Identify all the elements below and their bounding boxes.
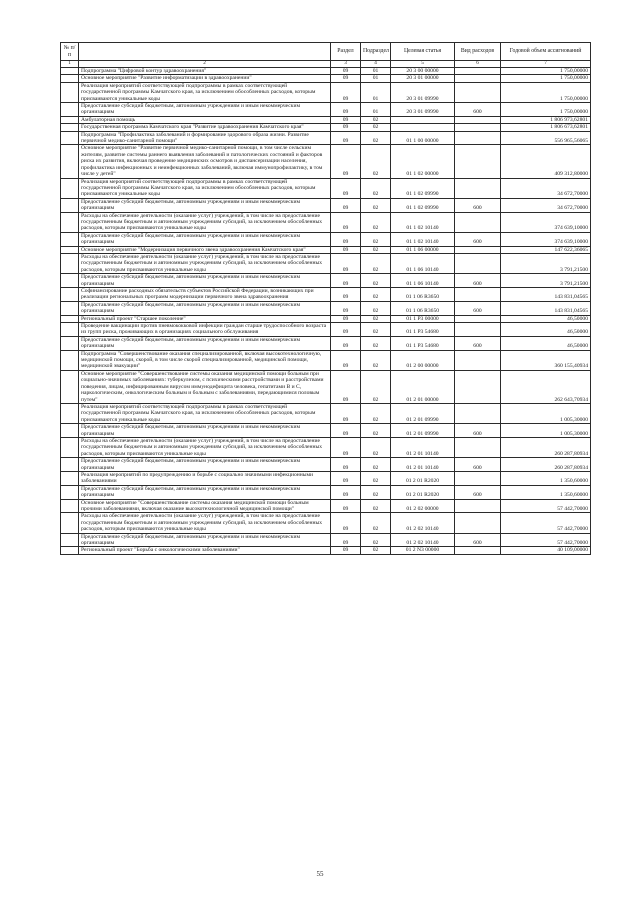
- tselevaya-cell: 01 1 02 09990: [391, 178, 455, 198]
- amount-cell: 556 965,56065: [501, 131, 591, 145]
- razdel-cell: 09: [331, 301, 361, 315]
- razdel-cell: 09: [331, 458, 361, 472]
- razdel-cell: 09: [331, 178, 361, 198]
- razdel-cell: 09: [331, 82, 361, 102]
- tselevaya-cell: 01 2 01 10140: [391, 437, 455, 457]
- tselevaya-cell: 01 1 P3 54680: [391, 323, 455, 337]
- budget-table: [60, 42, 591, 555]
- table-row: [61, 212, 591, 232]
- table-row: [61, 350, 591, 370]
- row-number-cell: [61, 124, 79, 131]
- amount-cell: 1 750,00000: [501, 82, 591, 102]
- podrazdel-cell: 02: [361, 232, 391, 246]
- row-number-cell: [61, 336, 79, 350]
- amount-cell: 1 750,00000: [501, 103, 591, 117]
- table-row: [61, 315, 591, 322]
- expense-name-cell: Предоставление субсидий бюджетным, автономным учреждениям и иным некоммерческим организациям: [79, 485, 331, 499]
- amount-cell: 3 791,21500: [501, 253, 591, 273]
- table-row: [61, 424, 591, 438]
- expense-name-cell: Реализация мероприятий соответствующей подпрограммы в рамках соответствующей государственной программы Камчатского края, за исключением обособленных расходов, которым присваиваются уникальные коды: [79, 403, 331, 423]
- row-number-cell: [61, 370, 79, 403]
- header-podrazdel: Подраздел: [361, 43, 391, 61]
- vid-rashodov-cell: [455, 547, 501, 554]
- column-number: 3: [331, 61, 361, 68]
- table-row: [61, 403, 591, 423]
- vid-rashodov-cell: 600: [455, 336, 501, 350]
- vid-rashodov-cell: 600: [455, 103, 501, 117]
- table-row: [61, 485, 591, 499]
- podrazdel-cell: 02: [361, 437, 391, 457]
- expense-name-cell: Расходы на обеспечение деятельности (оказание услуг) учреждений, в том числе на предоставление государственным бюджетным и автономным учреждениям субсидий, за исключением обособленных расходов, которым присваиваются уникальные коды: [79, 437, 331, 457]
- vid-rashodov-cell: [455, 68, 501, 75]
- expense-name-cell: Региональный проект "Старшее поколение": [79, 315, 331, 322]
- expense-name-cell: Предоставление субсидий бюджетным, автономным учреждениям и иным некоммерческим организациям: [79, 232, 331, 246]
- vid-rashodov-cell: [455, 82, 501, 102]
- vid-rashodov-cell: [455, 253, 501, 273]
- tselevaya-cell: 01 2 02 10140: [391, 513, 455, 533]
- expense-name-cell: Подпрограмма "Совершенствование оказания специализированной, включая высокотехнологичную, медицинской помощи, скорой, в том числе скорой специализированной, медицинской помощи, медицинской эвакуации": [79, 350, 331, 370]
- expense-name-cell: Основное мероприятие "Совершенствование системы оказания медицинской помощи больным при социально-значимых заболеваниях: туберкулезом, с психическими расстройствами и расстройствами поведения, лицам, инфицированным вирусом иммунодефицита человека, гепатитами В и С, наркологическим, онкологическим больным и больным с заболеваниями, передающимися половым путем": [79, 370, 331, 403]
- tselevaya-cell: 01 2 N3 00000: [391, 547, 455, 554]
- amount-cell: 262 643,70934: [501, 370, 591, 403]
- table-row: [61, 75, 591, 82]
- table-row: [61, 471, 591, 485]
- amount-cell: 1 750,00000: [501, 68, 591, 75]
- expense-name-cell: Предоставление субсидий бюджетным, автономным учреждениям и иным некоммерческим организациям: [79, 301, 331, 315]
- amount-cell: 1 806 673,62801: [501, 124, 591, 131]
- vid-rashodov-cell: [455, 212, 501, 232]
- tselevaya-cell: 01 2 01 R2020: [391, 471, 455, 485]
- tselevaya-cell: 01 1 06 R3650: [391, 301, 455, 315]
- tselevaya-cell: 01 1 06 00000: [391, 246, 455, 253]
- tselevaya-cell: 01 2 01 R2020: [391, 485, 455, 499]
- header-razdel: Раздел: [331, 43, 361, 61]
- table-row: [61, 274, 591, 288]
- razdel-cell: 09: [331, 370, 361, 403]
- vid-rashodov-cell: [455, 315, 501, 322]
- razdel-cell: 09: [331, 198, 361, 212]
- podrazdel-cell: 02: [361, 198, 391, 212]
- column-number: 6: [455, 61, 501, 68]
- tselevaya-cell: 01 2 02 00000: [391, 499, 455, 513]
- amount-cell: 1 350,60000: [501, 485, 591, 499]
- table-row: [61, 301, 591, 315]
- vid-rashodov-cell: 600: [455, 274, 501, 288]
- razdel-cell: 09: [331, 274, 361, 288]
- podrazdel-cell: 02: [361, 116, 391, 123]
- vid-rashodov-cell: 600: [455, 232, 501, 246]
- expense-name-cell: Реализация мероприятий по предупреждению и борьбе с социально значимыми инфекционными заболеваниями: [79, 471, 331, 485]
- amount-cell: 409 312,80000: [501, 145, 591, 178]
- amount-cell: 374 639,10000: [501, 232, 591, 246]
- amount-cell: 147 622,36065: [501, 246, 591, 253]
- table-row: [61, 116, 591, 123]
- podrazdel-cell: 02: [361, 246, 391, 253]
- expense-name-cell: Предоставление субсидий бюджетным, автономным учреждениям и иным некоммерческим организациям: [79, 198, 331, 212]
- tselevaya-cell: 01 1 02 09990: [391, 198, 455, 212]
- expense-name-cell: Реализация мероприятий соответствующей подпрограммы в рамках соответствующей государственной программы Камчатского края, за исключением обособленных расходов, которым присваиваются уникальные коды: [79, 82, 331, 102]
- table-row: [61, 103, 591, 117]
- tselevaya-cell: 01 1 P3 54680: [391, 336, 455, 350]
- podrazdel-cell: 02: [361, 547, 391, 554]
- razdel-cell: 09: [331, 471, 361, 485]
- amount-cell: 40 109,00000: [501, 547, 591, 554]
- podrazdel-cell: 01: [361, 75, 391, 82]
- vid-rashodov-cell: 600: [455, 533, 501, 547]
- table-row: [61, 499, 591, 513]
- razdel-cell: 09: [331, 124, 361, 131]
- expense-name-cell: Предоставление субсидий бюджетным, автономным учреждениям и иным некоммерческим организациям: [79, 274, 331, 288]
- podrazdel-cell: 02: [361, 403, 391, 423]
- tselevaya-cell: [391, 116, 455, 123]
- table-row: [61, 547, 591, 554]
- vid-rashodov-cell: [455, 75, 501, 82]
- row-number-cell: [61, 424, 79, 438]
- expense-name-cell: Предоставление субсидий бюджетным, автономным учреждениям и иным некоммерческим организациям: [79, 103, 331, 117]
- row-number-cell: [61, 145, 79, 178]
- row-number-cell: [61, 513, 79, 533]
- razdel-cell: 09: [331, 323, 361, 337]
- expense-name-cell: Региональный проект "Борьба с онкологическими заболеваниями": [79, 547, 331, 554]
- razdel-cell: 09: [331, 103, 361, 117]
- vid-rashodov-cell: [455, 499, 501, 513]
- column-number: 2: [79, 61, 331, 68]
- podrazdel-cell: 02: [361, 145, 391, 178]
- vid-rashodov-cell: 600: [455, 198, 501, 212]
- expense-name-cell: Подпрограмма "Профилактика заболеваний и формирование здорового образа жизни. Развитие первичной медико-санитарной помощи": [79, 131, 331, 145]
- razdel-cell: 09: [331, 437, 361, 457]
- tselevaya-cell: 01 1 02 00000: [391, 145, 455, 178]
- amount-cell: 1 350,60000: [501, 471, 591, 485]
- row-number-cell: [61, 547, 79, 554]
- vid-rashodov-cell: [455, 131, 501, 145]
- podrazdel-cell: 02: [361, 178, 391, 198]
- table-row: [61, 533, 591, 547]
- table-row: [61, 131, 591, 145]
- podrazdel-cell: 02: [361, 485, 391, 499]
- vid-rashodov-cell: 600: [455, 424, 501, 438]
- tselevaya-cell: 01 2 00 00000: [391, 350, 455, 370]
- vid-rashodov-cell: [455, 471, 501, 485]
- expense-name-cell: Реализация мероприятий соответствующей подпрограммы в рамках соответствующей государственной программы Камчатского края, за исключением обособленных расходов, которым присваиваются уникальные коды: [79, 178, 331, 198]
- row-number-cell: [61, 82, 79, 102]
- razdel-cell: 09: [331, 212, 361, 232]
- razdel-cell: 09: [331, 547, 361, 554]
- amount-cell: 3 791,21500: [501, 274, 591, 288]
- row-number-cell: [61, 499, 79, 513]
- amount-cell: 374 639,10000: [501, 212, 591, 232]
- table-row: [61, 246, 591, 253]
- tselevaya-cell: 01 2 01 00000: [391, 370, 455, 403]
- tselevaya-cell: 01 2 01 09990: [391, 403, 455, 423]
- expense-name-cell: Предоставление субсидий бюджетным, автономным учреждениям и иным некоммерческим организациям: [79, 424, 331, 438]
- razdel-cell: 09: [331, 232, 361, 246]
- expense-name-cell: Предоставление субсидий бюджетным, автономным учреждениям и иным некоммерческим организациям: [79, 533, 331, 547]
- vid-rashodov-cell: 600: [455, 485, 501, 499]
- amount-cell: 143 831,04565: [501, 301, 591, 315]
- expense-name-cell: Расходы на обеспечение деятельности (оказание услуг) учреждений, в том числе на предоставление государственным бюджетным и автономным учреждениям субсидий, за исключением обособленных расходов, которым присваиваются уникальные коды: [79, 513, 331, 533]
- razdel-cell: 09: [331, 315, 361, 322]
- row-number-cell: [61, 471, 79, 485]
- table-row: [61, 124, 591, 131]
- amount-cell: 57 442,70000: [501, 513, 591, 533]
- tselevaya-cell: 01 1 02 10140: [391, 232, 455, 246]
- table-row: [61, 178, 591, 198]
- table-header: [61, 43, 591, 68]
- vid-rashodov-cell: [455, 246, 501, 253]
- podrazdel-cell: 01: [361, 82, 391, 102]
- podrazdel-cell: 02: [361, 458, 391, 472]
- expense-name-cell: Проведение вакцинации против пневмококковой инфекции граждан старше трудоспособного возраста из групп риска, проживающих в организациях социального обслуживания: [79, 323, 331, 337]
- amount-cell: 34 672,70000: [501, 178, 591, 198]
- podrazdel-cell: 02: [361, 274, 391, 288]
- amount-cell: 1 005,30000: [501, 403, 591, 423]
- razdel-cell: 09: [331, 131, 361, 145]
- razdel-cell: 09: [331, 513, 361, 533]
- podrazdel-cell: 02: [361, 471, 391, 485]
- header-vid: Вид расходов: [455, 43, 501, 61]
- table-row: [61, 437, 591, 457]
- table-row: [61, 232, 591, 246]
- amount-cell: 57 442,70000: [501, 499, 591, 513]
- razdel-cell: 09: [331, 403, 361, 423]
- expense-name-cell: Расходы на обеспечение деятельности (оказание услуг) учреждений, в том числе на предоставление государственным бюджетным и автономным учреждениям субсидий, за исключением обособленных расходов, которым присваиваются уникальные коды: [79, 212, 331, 232]
- amount-cell: 46,50000: [501, 315, 591, 322]
- vid-rashodov-cell: [455, 124, 501, 131]
- expense-name-cell: Амбулаторная помощь: [79, 116, 331, 123]
- vid-rashodov-cell: [455, 145, 501, 178]
- vid-rashodov-cell: 600: [455, 458, 501, 472]
- podrazdel-cell: 02: [361, 253, 391, 273]
- razdel-cell: 09: [331, 424, 361, 438]
- razdel-cell: 09: [331, 116, 361, 123]
- tselevaya-cell: 01 2 02 10140: [391, 533, 455, 547]
- vid-rashodov-cell: [455, 350, 501, 370]
- razdel-cell: 09: [331, 485, 361, 499]
- razdel-cell: 09: [331, 75, 361, 82]
- row-number-cell: [61, 131, 79, 145]
- podrazdel-cell: 02: [361, 301, 391, 315]
- razdel-cell: 09: [331, 336, 361, 350]
- vid-rashodov-cell: [455, 288, 501, 302]
- row-number-cell: [61, 212, 79, 232]
- podrazdel-cell: 02: [361, 370, 391, 403]
- podrazdel-cell: 02: [361, 131, 391, 145]
- podrazdel-cell: 02: [361, 336, 391, 350]
- amount-cell: 46,50000: [501, 323, 591, 337]
- table-row: [61, 68, 591, 75]
- tselevaya-cell: [391, 124, 455, 131]
- tselevaya-cell: 01 1 02 10140: [391, 212, 455, 232]
- row-number-cell: [61, 533, 79, 547]
- row-number-cell: [61, 116, 79, 123]
- razdel-cell: 09: [331, 533, 361, 547]
- podrazdel-cell: 02: [361, 424, 391, 438]
- tselevaya-cell: 01 2 01 09990: [391, 424, 455, 438]
- row-number-cell: [61, 323, 79, 337]
- tselevaya-cell: 20 3 01 00000: [391, 75, 455, 82]
- podrazdel-cell: 02: [361, 323, 391, 337]
- row-number-cell: [61, 301, 79, 315]
- vid-rashodov-cell: [455, 178, 501, 198]
- row-number-cell: [61, 437, 79, 457]
- razdel-cell: 09: [331, 145, 361, 178]
- row-number-cell: [61, 315, 79, 322]
- page-number: 55: [316, 870, 324, 878]
- podrazdel-cell: 01: [361, 68, 391, 75]
- amount-cell: 57 442,70000: [501, 533, 591, 547]
- expense-name-cell: Основное мероприятие "Модернизация первичного звена здравоохранения Камчатского края": [79, 246, 331, 253]
- expense-name-cell: Основное мероприятие "Совершенствование системы оказания медицинской помощи больным прочими заболеваниями, включая оказание высокотехнологичной медицинской помощи": [79, 499, 331, 513]
- podrazdel-cell: 02: [361, 315, 391, 322]
- podrazdel-cell: 01: [361, 103, 391, 117]
- expense-name-cell: Предоставление субсидий бюджетным, автономным учреждениям и иным некоммерческим организациям: [79, 458, 331, 472]
- tselevaya-cell: 20 3 00 00000: [391, 68, 455, 75]
- razdel-cell: 09: [331, 499, 361, 513]
- table-row: [61, 82, 591, 102]
- row-number-cell: [61, 288, 79, 302]
- vid-rashodov-cell: 600: [455, 301, 501, 315]
- tselevaya-cell: 20 3 01 09990: [391, 103, 455, 117]
- razdel-cell: 09: [331, 288, 361, 302]
- vid-rashodov-cell: [455, 437, 501, 457]
- podrazdel-cell: 02: [361, 288, 391, 302]
- tselevaya-cell: 01 1 06 10140: [391, 274, 455, 288]
- tselevaya-cell: 20 3 01 09990: [391, 82, 455, 102]
- vid-rashodov-cell: [455, 116, 501, 123]
- row-number-cell: [61, 253, 79, 273]
- table-row: [61, 513, 591, 533]
- row-number-cell: [61, 103, 79, 117]
- table-row: [61, 323, 591, 337]
- amount-cell: 260 287,80934: [501, 458, 591, 472]
- row-number-cell: [61, 350, 79, 370]
- amount-cell: 1 005,30000: [501, 424, 591, 438]
- expense-name-cell: Государственная программа Камчатского края "Развитие здравоохранения Камчатского края": [79, 124, 331, 131]
- table-row: [61, 198, 591, 212]
- row-number-cell: [61, 274, 79, 288]
- podrazdel-cell: 02: [361, 350, 391, 370]
- amount-cell: 360 155,40934: [501, 350, 591, 370]
- header-amount: Годовой объем ассигнований: [501, 43, 591, 61]
- table-row: [61, 370, 591, 403]
- tselevaya-cell: 01 1 06 R3650: [391, 288, 455, 302]
- row-number-cell: [61, 68, 79, 75]
- amount-cell: 34 672,70000: [501, 198, 591, 212]
- column-number-row: [61, 61, 591, 68]
- header-tselevaya: Целевая статья: [391, 43, 455, 61]
- row-number-cell: [61, 485, 79, 499]
- row-number-cell: [61, 198, 79, 212]
- vid-rashodov-cell: [455, 513, 501, 533]
- table-row: [61, 288, 591, 302]
- expense-name-cell: Подпрограмма "Цифровой контур здравоохранения": [79, 68, 331, 75]
- column-number: 1: [61, 61, 79, 68]
- podrazdel-cell: 02: [361, 212, 391, 232]
- vid-rashodov-cell: [455, 370, 501, 403]
- tselevaya-cell: 01 1 P3 00000: [391, 315, 455, 322]
- table-row: [61, 458, 591, 472]
- razdel-cell: 09: [331, 68, 361, 75]
- tselevaya-cell: 01 1 06 10140: [391, 253, 455, 273]
- razdel-cell: 09: [331, 246, 361, 253]
- table-row: [61, 336, 591, 350]
- row-number-cell: [61, 178, 79, 198]
- column-number: 5: [391, 61, 455, 68]
- amount-cell: 1 750,00000: [501, 75, 591, 82]
- table-row: [61, 145, 591, 178]
- row-number-cell: [61, 403, 79, 423]
- expense-name-cell: Предоставление субсидий бюджетным, автономным учреждениям и иным некоммерческим организациям: [79, 336, 331, 350]
- tselevaya-cell: 01 1 00 00000: [391, 131, 455, 145]
- vid-rashodov-cell: [455, 323, 501, 337]
- table-body: [61, 68, 591, 555]
- row-number-cell: [61, 246, 79, 253]
- tselevaya-cell: 01 2 01 10140: [391, 458, 455, 472]
- expense-name-cell: Основное мероприятие "Развитие информатизации в здравоохранении": [79, 75, 331, 82]
- row-number-cell: [61, 75, 79, 82]
- expense-name-cell: Софинансирование расходных обязательств субъектов Российской Федерации, возникающих при реализации региональных программ модернизации первичного звена здравоохранения: [79, 288, 331, 302]
- podrazdel-cell: 02: [361, 124, 391, 131]
- column-number: 7: [501, 61, 591, 68]
- header-number: № п/п: [61, 43, 79, 61]
- podrazdel-cell: 02: [361, 513, 391, 533]
- amount-cell: 143 831,04565: [501, 288, 591, 302]
- razdel-cell: 09: [331, 253, 361, 273]
- podrazdel-cell: 02: [361, 533, 391, 547]
- row-number-cell: [61, 458, 79, 472]
- amount-cell: 1 806 973,62801: [501, 116, 591, 123]
- amount-cell: 260 287,80934: [501, 437, 591, 457]
- podrazdel-cell: 02: [361, 499, 391, 513]
- expense-name-cell: Расходы на обеспечение деятельности (оказание услуг) учреждений, в том числе на предоставление государственным бюджетным и автономным учреждениям субсидий, за исключением обособленных расходов, которым присваиваются уникальные коды: [79, 253, 331, 273]
- table-row: [61, 253, 591, 273]
- column-number: 4: [361, 61, 391, 68]
- expense-name-cell: Основное мероприятие "Развитие первичной медико-санитарной помощи, в том числе сельским жителям, развитие системы раннего выявления заболеваний и патологических состояний и факторов риска их развития, включая проведение медицинских осмотров и диспансеризации населения, профилактика инфекционных и неинфекционных заболеваний, включая иммунопрофилактику, в том числе у детей": [79, 145, 331, 178]
- header-name: [79, 43, 331, 61]
- amount-cell: 46,50000: [501, 336, 591, 350]
- razdel-cell: 09: [331, 350, 361, 370]
- row-number-cell: [61, 232, 79, 246]
- vid-rashodov-cell: [455, 403, 501, 423]
